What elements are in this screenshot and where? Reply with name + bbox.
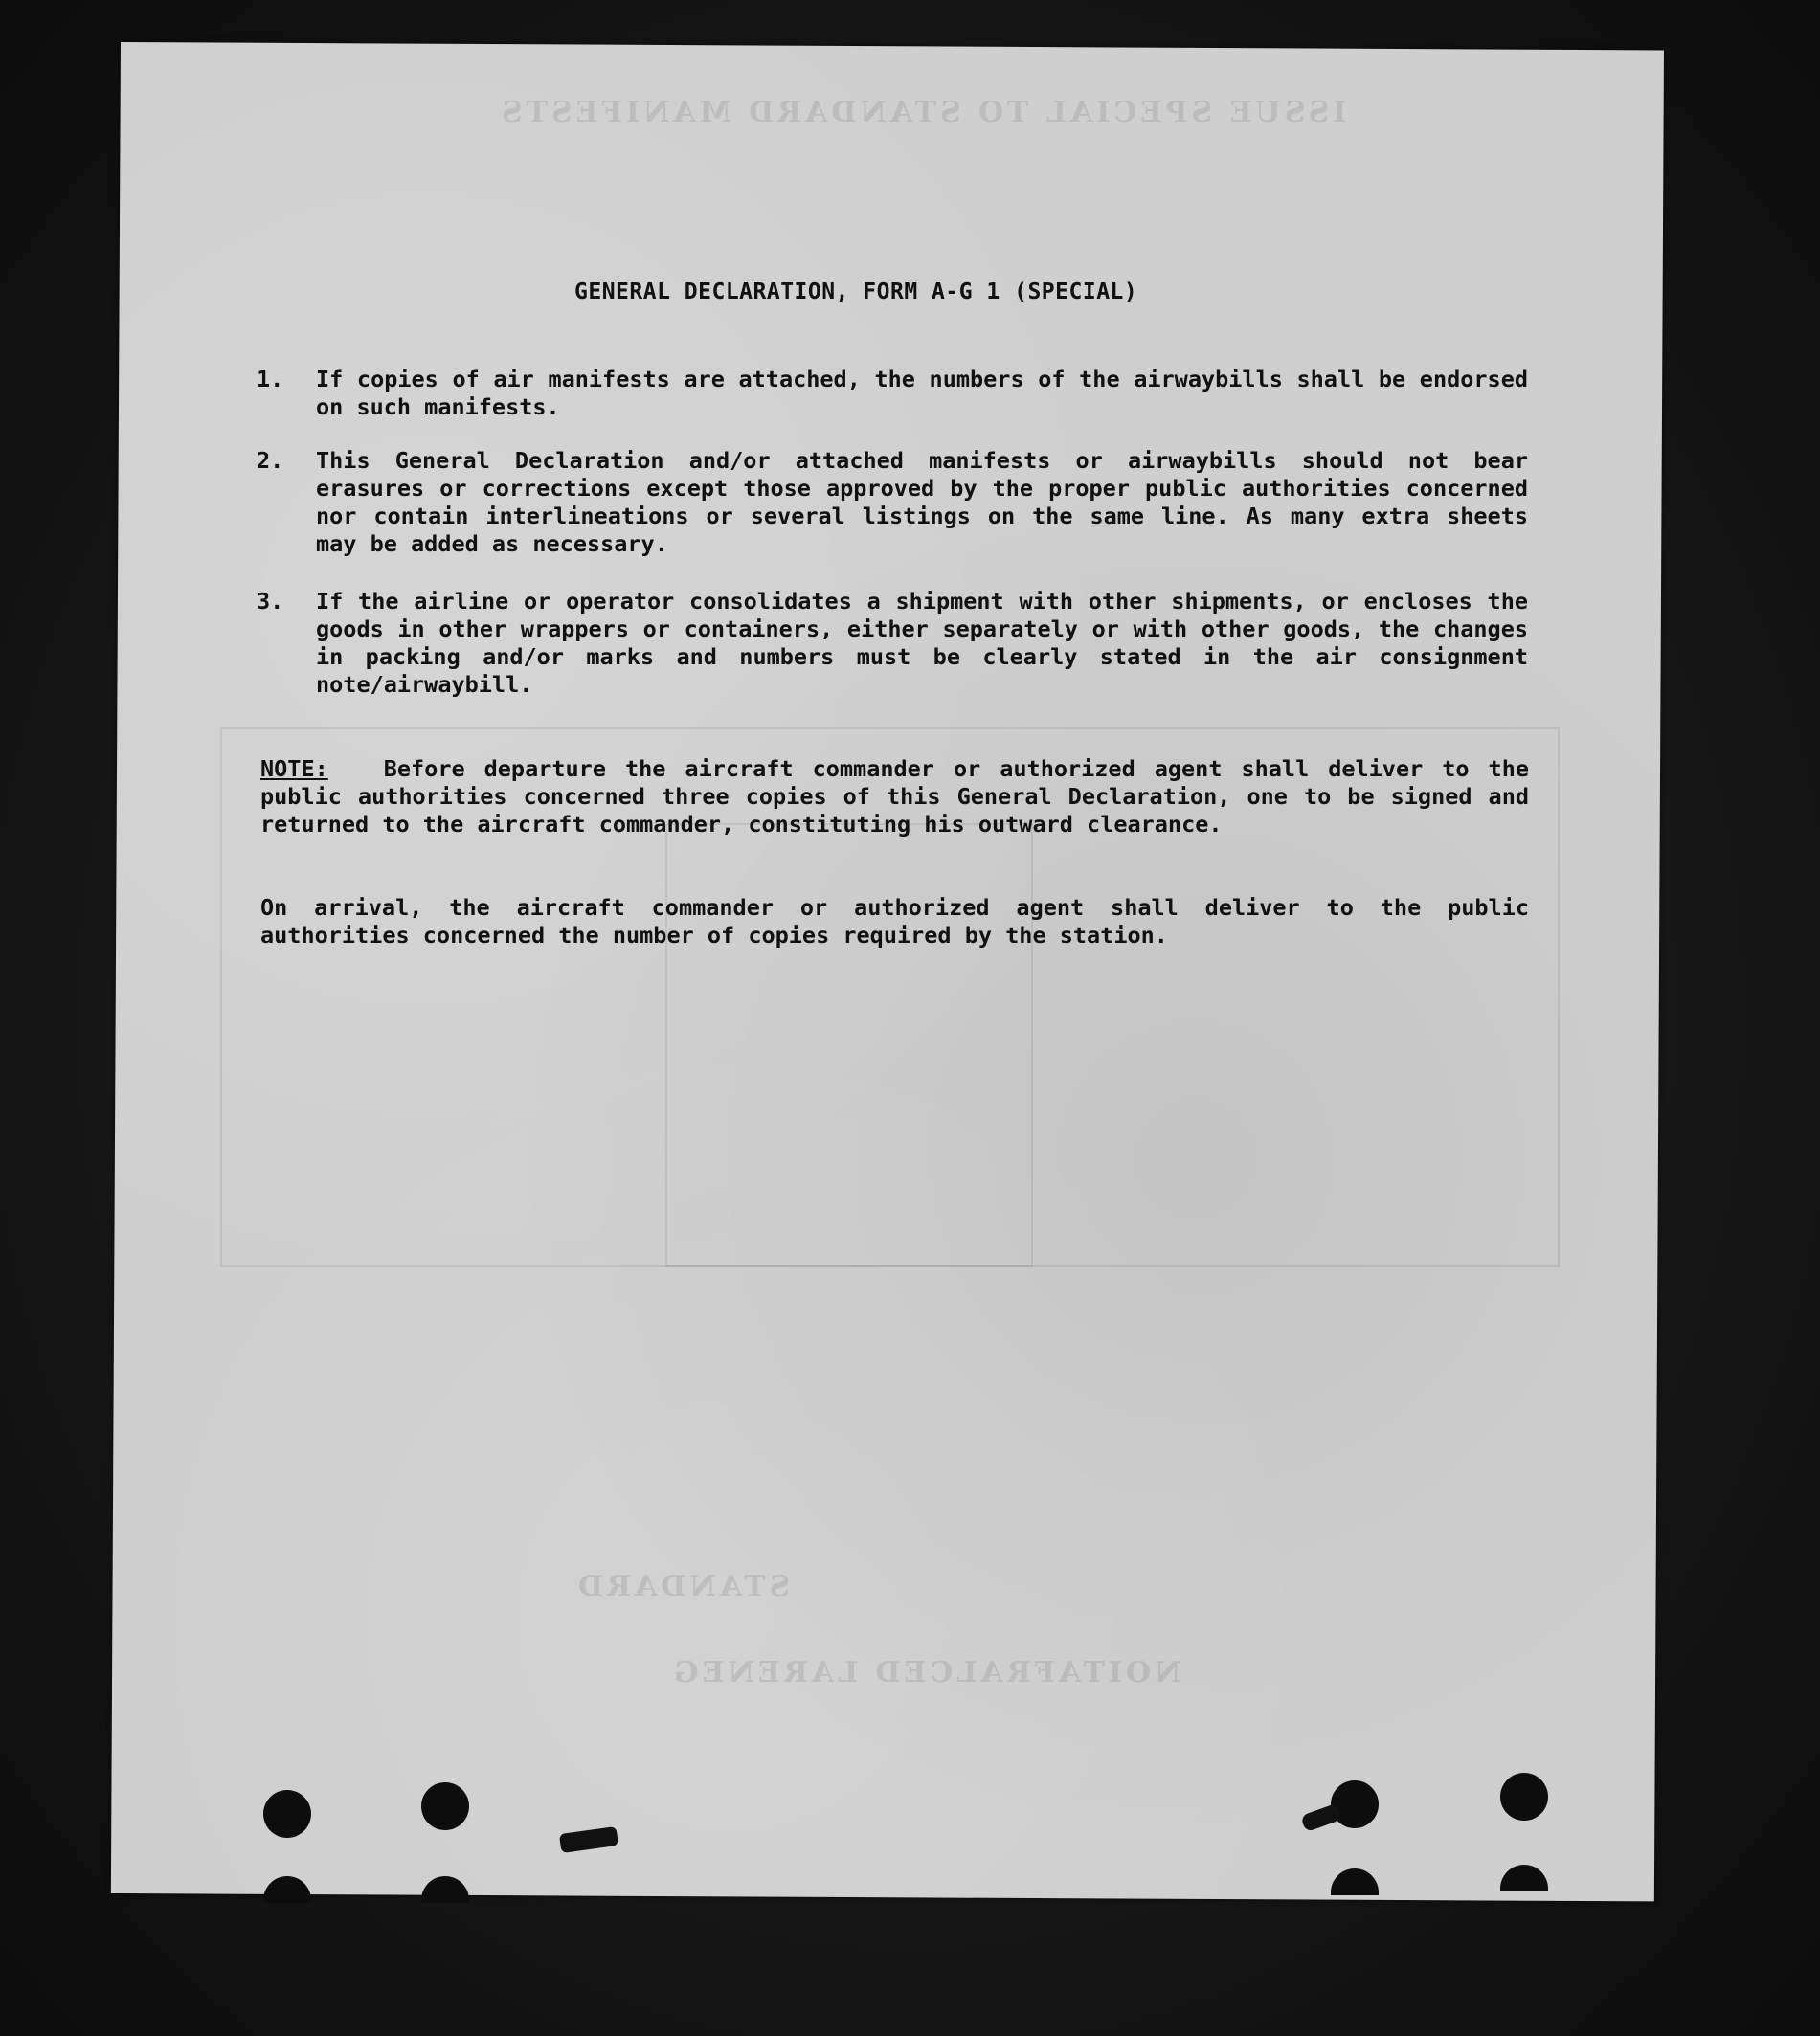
bleed-through-text: STANDARD — [574, 1570, 791, 1603]
list-item-text: This General Declaration and/or attached manifests or airwaybills should not bear erasures or corrections except those approved by the proper public authorities concerned nor contain interlineations or several listings on the same line. As many extra sheets may be added as necessary. — [316, 447, 1528, 557]
punch-hole — [263, 1790, 311, 1838]
note-text: Before departure the aircraft commander or authorized agent shall deliver to the public authorities concerned three copies of this General Declaration, one to be signed and returned to the aircraft commander, constituting his outward clearance. — [260, 755, 1529, 838]
arrival-paragraph — [260, 894, 1529, 950]
list-item-text: If copies of air manifests are attached, the numbers of the airwaybills shall be endorsed on such manifests. — [316, 366, 1528, 420]
list-item-number: 3. — [257, 588, 284, 615]
punch-hole — [421, 1782, 469, 1830]
list-item-number: 1. — [257, 366, 284, 392]
bleed-through-box — [665, 823, 1033, 1267]
punch-hole — [1331, 1780, 1379, 1828]
bleed-through-text: NOITAFRALCED LARENEG — [670, 1656, 1181, 1689]
arrival-text: On arrival, the aircraft commander or authorized agent shall deliver to the public authorities concerned the number of copies required by the station. — [260, 894, 1529, 949]
list-item-text: If the airline or operator consolidates a shipment with other shipments, or encloses the goods in other wrappers or containers, either separately or with other goods, the changes in packing and/or marks and numbers must be clearly stated in the air consignment note/airwaybill. — [316, 588, 1528, 698]
punch-hole — [1500, 1773, 1548, 1821]
bleed-through-text: ISSUE SPECIAL TO STANDARD MANIFESTS — [498, 96, 1347, 129]
note-label: NOTE: — [260, 755, 328, 782]
document-title: GENERAL DECLARATION, FORM A-G 1 (SPECIAL) — [574, 280, 1138, 304]
list-item-number: 2. — [257, 447, 284, 474]
note-paragraph — [260, 755, 1529, 839]
